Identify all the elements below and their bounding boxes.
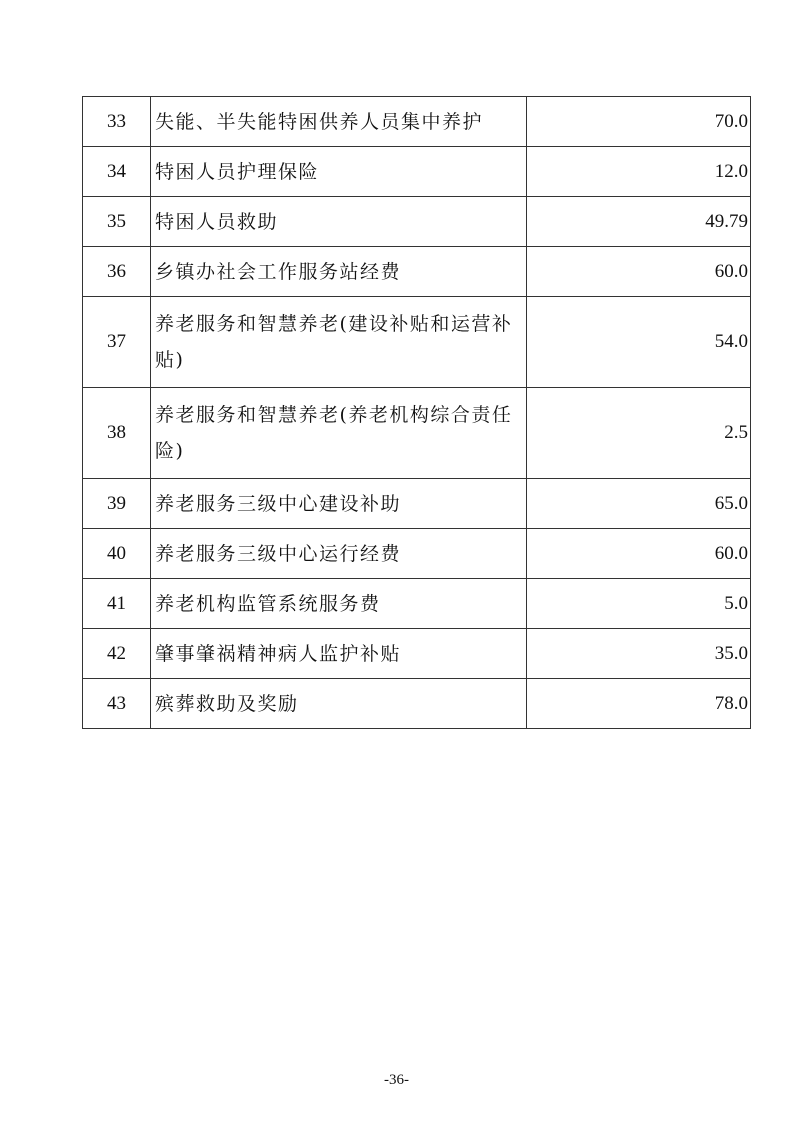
row-number: 35: [83, 197, 151, 247]
table-row: [83, 197, 751, 247]
table-row: [83, 147, 751, 197]
row-amount: 60.0: [527, 529, 751, 579]
row-item: 养老服务和智慧养老(建设补贴和运营补贴): [151, 297, 527, 388]
row-number: 38: [83, 388, 151, 479]
row-number: 34: [83, 147, 151, 197]
row-amount: 78.0: [527, 679, 751, 729]
row-number: 40: [83, 529, 151, 579]
row-number: 42: [83, 629, 151, 679]
row-amount: 12.0: [527, 147, 751, 197]
row-number: 43: [83, 679, 151, 729]
row-amount: 70.0: [527, 97, 751, 147]
page-number: -36-: [384, 1072, 409, 1088]
row-number: 37: [83, 297, 151, 388]
row-amount: 65.0: [527, 479, 751, 529]
row-number: 41: [83, 579, 151, 629]
table-row: [83, 388, 751, 479]
row-amount: 49.79: [527, 197, 751, 247]
row-item: 养老服务三级中心建设补助: [151, 479, 527, 529]
row-amount: 35.0: [527, 629, 751, 679]
row-amount: 5.0: [527, 579, 751, 629]
row-item: 乡镇办社会工作服务站经费: [151, 247, 527, 297]
budget-table: [82, 96, 751, 729]
table-row: [83, 479, 751, 529]
row-number: 33: [83, 97, 151, 147]
table-row: [83, 297, 751, 388]
table-row: [83, 247, 751, 297]
row-item: 养老服务三级中心运行经费: [151, 529, 527, 579]
row-item: 养老服务和智慧养老(养老机构综合责任险): [151, 388, 527, 479]
row-item: 殡葬救助及奖励: [151, 679, 527, 729]
row-number: 36: [83, 247, 151, 297]
table-row: [83, 629, 751, 679]
table-row: [83, 97, 751, 147]
row-amount: 60.0: [527, 247, 751, 297]
table-row: [83, 679, 751, 729]
row-item: 肇事肇祸精神病人监护补贴: [151, 629, 527, 679]
row-item: 特困人员救助: [151, 197, 527, 247]
row-amount: 2.5: [527, 388, 751, 479]
row-item: 养老机构监管系统服务费: [151, 579, 527, 629]
row-number: 39: [83, 479, 151, 529]
table-row: [83, 579, 751, 629]
table-row: [83, 529, 751, 579]
row-item: 特困人员护理保险: [151, 147, 527, 197]
row-amount: 54.0: [527, 297, 751, 388]
row-item: 失能、半失能特困供养人员集中养护: [151, 97, 527, 147]
